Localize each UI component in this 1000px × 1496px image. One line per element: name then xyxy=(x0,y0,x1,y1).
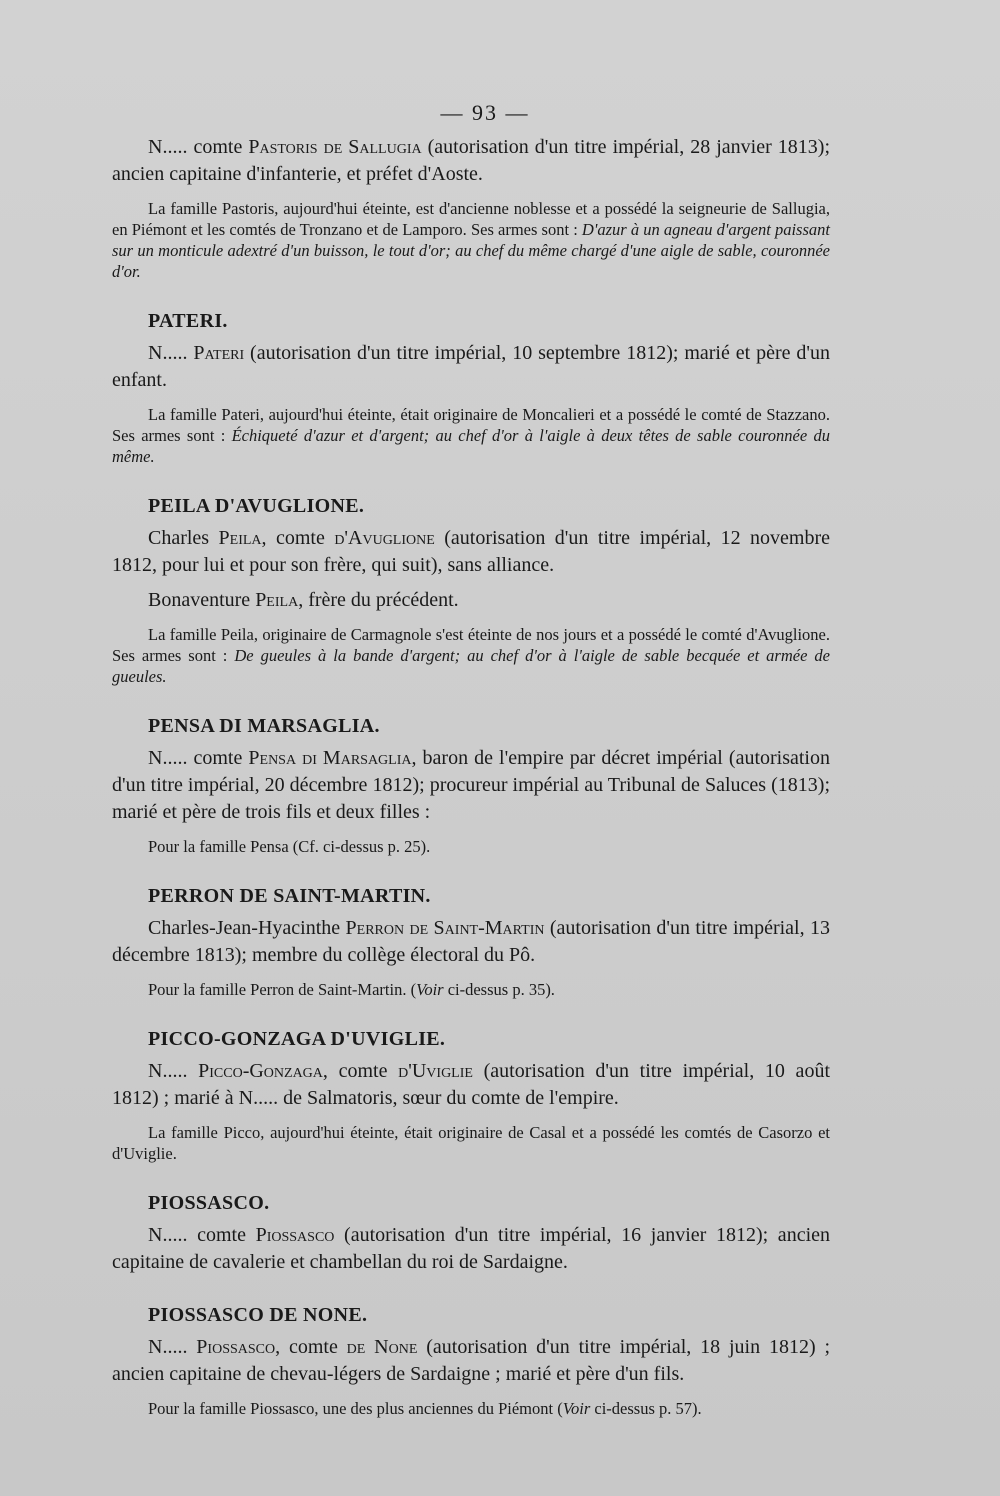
coat-of-arms: De gueules à la bande d'argent; au chef d'or à l'aigle de sable becquée et armée de gueules. xyxy=(112,646,830,686)
section-piossasco xyxy=(112,1190,830,1276)
family-note: La famille Pastoris, aujourd'hui éteinte, est d'ancienne noblesse et a possédé la seigneurie de Sallugia, en Piémont et les comtés de Tronzano et de Lamporo. Ses armes sont : D'azur à un agneau d'argent paissant sur un monticule adextré d'un buisson, le tout d'or; au chef du même chargé d'une aigle de sable, couronnée d'or. xyxy=(112,199,830,281)
person-name: Piossasco xyxy=(255,1224,335,1246)
person-name: Perron de Saint-Martin xyxy=(345,917,545,939)
person-name: Pateri xyxy=(193,342,245,364)
section-heading: PEILA D'AVUGLIONE. xyxy=(148,495,365,517)
entry-text: Charles Peila, comte d'Avuglione (autorisation d'un titre impérial, 12 novembre 1812, pour lui et pour son frère, qui suit), sans alliance. xyxy=(112,527,830,576)
coat-of-arms: D'azur à un agneau d'argent paissant sur un monticule adextré d'un buisson, le tout d'or; au chef du même chargé d'une aigle de sable, couronnée d'or. xyxy=(112,220,830,281)
section-pateri xyxy=(112,308,830,467)
section-pensa xyxy=(112,713,830,857)
entry-text: N..... Pateri (autorisation d'un titre impérial, 10 septembre 1812); marié et père d'un enfant. xyxy=(112,342,830,391)
section-heading: PATERI. xyxy=(148,310,228,332)
entry-text: N..... Picco-Gonzaga, comte d'Uviglie (autorisation d'un titre impérial, 10 août 1812) ; marié à N..... de Salmatoris, sœur du comte de l'empire. xyxy=(112,1060,830,1109)
entry-text: Charles-Jean-Hyacinthe Perron de Saint-Martin (autorisation d'un titre impérial, 13 décembre 1813); membre du collège électoral du Pô. xyxy=(112,917,830,966)
section-heading: PIOSSASCO. xyxy=(148,1192,270,1214)
person-name: Picco-Gonzaga xyxy=(198,1060,323,1082)
section-peila xyxy=(112,493,830,687)
entry-text: N..... comte Pastoris de Sallugia (autorisation d'un titre impérial, 28 janvier 1813); ancien capitaine d'infanterie, et préfet d'Aoste. xyxy=(112,136,831,185)
title-name: de None xyxy=(346,1336,418,1358)
section-heading: PERRON DE SAINT-MARTIN. xyxy=(148,885,431,907)
entry-pastoris xyxy=(112,134,830,282)
page-content xyxy=(112,134,830,1419)
section-picco xyxy=(112,1026,830,1164)
family-note: Pour la famille Perron de Saint-Martin. (Voir ci-dessus p. 35). xyxy=(148,980,555,999)
person-name: Piossasco xyxy=(196,1336,276,1358)
entry-text: Bonaventure Peila, frère du précédent. xyxy=(148,589,459,611)
person-name: Pastoris de Sallugia xyxy=(248,136,422,158)
section-heading: PICCO-GONZAGA D'UVIGLIE. xyxy=(148,1028,446,1050)
family-note: La famille Peila, originaire de Carmagnole s'est éteinte de nos jours et a possédé le comté d'Avuglione. Ses armes sont : De gueules à la bande d'argent; au chef d'or à l'aigle de sable becquée et armée de gueules. xyxy=(112,625,830,686)
entry-text: N..... Piossasco, comte de None (autorisation d'un titre impérial, 18 juin 1812) ; ancien capitaine de chevau-légers de Sardaigne ; marié et père d'un fils. xyxy=(112,1336,831,1385)
section-heading: PIOSSASCO DE NONE. xyxy=(148,1304,368,1326)
family-note: La famille Pateri, aujourd'hui éteinte, était originaire de Moncalieri et a possédé le comté de Stazzano. Ses armes sont : Échiqueté d'azur et d'argent; au chef d'or à l'aigle à deux têtes de sable couronnée du même. xyxy=(112,405,830,466)
family-note: La famille Picco, aujourd'hui éteinte, était originaire de Casal et a possédé les comtés de Casorzo et d'Uviglie. xyxy=(112,1123,830,1163)
section-perron xyxy=(112,883,830,1000)
person-name: Peila xyxy=(218,527,262,549)
family-note: Pour la famille Piossasco, une des plus anciennes du Piémont (Voir ci-dessus p. 57). xyxy=(148,1399,702,1418)
coat-of-arms: Échiqueté d'azur et d'argent; au chef d'or à l'aigle à deux têtes de sable couronnée du même. xyxy=(112,426,830,466)
title-name: d'Uviglie xyxy=(398,1060,473,1082)
family-note: Pour la famille Pensa (Cf. ci-dessus p. 25). xyxy=(148,837,431,856)
section-piossasco-de-none xyxy=(112,1302,830,1419)
entry-text: N..... comte Piossasco (autorisation d'un titre impérial, 16 janvier 1812); ancien capitaine de cavalerie et chambellan du roi de Sardaigne. xyxy=(112,1224,830,1273)
entry-text: N..... comte Pensa di Marsaglia, baron de l'empire par décret impérial (autorisation d'un titre impérial, 20 décembre 1812); procureur impérial au Tribunal de Saluces (1813); marié et père de trois fils et deux filles : xyxy=(112,747,830,823)
title-name: d'Avuglione xyxy=(334,527,435,549)
person-name: Pensa di Marsaglia xyxy=(248,747,412,769)
page-number: — 93 — xyxy=(440,100,530,125)
section-heading: PENSA DI MARSAGLIA. xyxy=(148,715,380,737)
person-name: Peila xyxy=(255,589,299,611)
